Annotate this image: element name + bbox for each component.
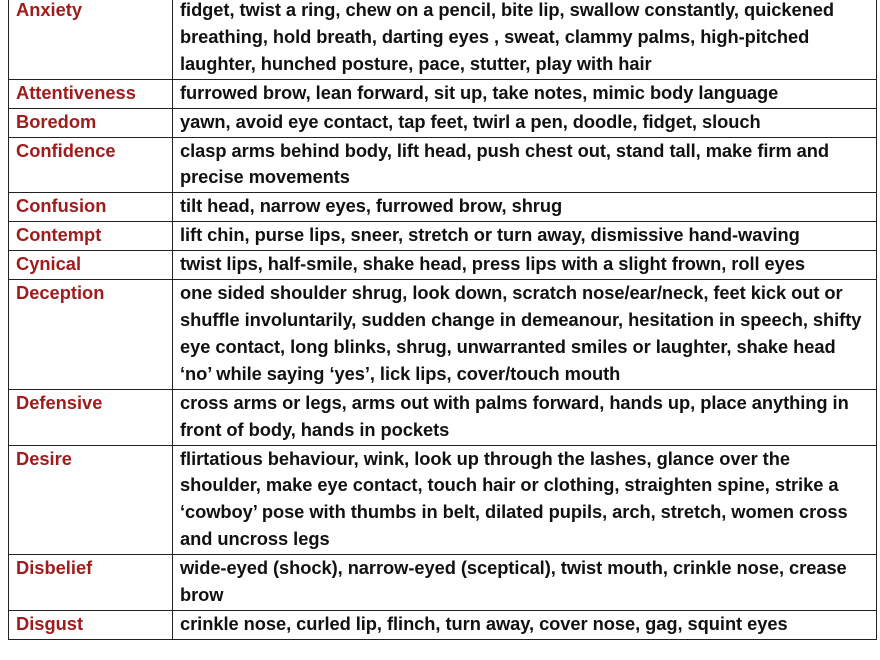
table-row bbox=[9, 108, 877, 137]
emotion-description: flirtatious behaviour, wink, look up through the lashes, glance over the shoulder, make eye contact, touch hair or clothing, straighten spine, strike a ‘cowboy’ pose with thumbs in belt, dilated pupils, arch, stretch, women cross and uncross legs bbox=[173, 445, 877, 555]
emotion-description: crinkle nose, curled lip, flinch, turn away, cover nose, gag, squint eyes bbox=[173, 610, 877, 639]
table-row bbox=[9, 222, 877, 251]
emotion-term: Boredom bbox=[9, 108, 173, 137]
emotion-description: one sided shoulder shrug, look down, scratch nose/ear/neck, feet kick out or shuffle involuntarily, sudden change in demeanour, hesitation in speech, shifty eye contact, long blinks, shrug, unwarranted smiles or laughter, shake head ‘no’ while saying ‘yes’, lick lips, cover/touch mouth bbox=[173, 280, 877, 390]
table-row bbox=[9, 0, 877, 79]
table-row bbox=[9, 79, 877, 108]
emotion-term: Deception bbox=[9, 280, 173, 390]
emotion-description: lift chin, purse lips, sneer, stretch or turn away, dismissive hand-waving bbox=[173, 222, 877, 251]
table-row bbox=[9, 251, 877, 280]
table-row bbox=[9, 389, 877, 445]
emotion-term: Attentiveness bbox=[9, 79, 173, 108]
table-row bbox=[9, 445, 877, 555]
emotion-term: Disgust bbox=[9, 610, 173, 639]
table-row bbox=[9, 193, 877, 222]
emotion-description: tilt head, narrow eyes, furrowed brow, shrug bbox=[173, 193, 877, 222]
emotion-description: cross arms or legs, arms out with palms forward, hands up, place anything in front of body, hands in pockets bbox=[173, 389, 877, 445]
emotion-table bbox=[8, 0, 877, 640]
table-row bbox=[9, 555, 877, 611]
emotion-description: wide-eyed (shock), narrow-eyed (sceptical), twist mouth, crinkle nose, crease brow bbox=[173, 555, 877, 611]
emotion-term: Defensive bbox=[9, 389, 173, 445]
table-row bbox=[9, 137, 877, 193]
emotion-description: yawn, avoid eye contact, tap feet, twirl a pen, doodle, fidget, slouch bbox=[173, 108, 877, 137]
emotion-description: clasp arms behind body, lift head, push chest out, stand tall, make firm and precise movements bbox=[173, 137, 877, 193]
emotion-description: furrowed brow, lean forward, sit up, take notes, mimic body language bbox=[173, 79, 877, 108]
emotion-term: Confusion bbox=[9, 193, 173, 222]
emotion-term: Cynical bbox=[9, 251, 173, 280]
table-row bbox=[9, 610, 877, 639]
emotion-term: Contempt bbox=[9, 222, 173, 251]
emotion-description: fidget, twist a ring, chew on a pencil, bite lip, swallow constantly, quickened breathing, hold breath, darting eyes , sweat, clammy palms, high-pitched laughter, hunched posture, pace, stutter, play with hair bbox=[173, 0, 877, 79]
emotion-term: Desire bbox=[9, 445, 173, 555]
emotion-term: Disbelief bbox=[9, 555, 173, 611]
emotion-term: Anxiety bbox=[9, 0, 173, 79]
table-row bbox=[9, 280, 877, 390]
emotion-term: Confidence bbox=[9, 137, 173, 193]
emotion-description: twist lips, half-smile, shake head, press lips with a slight frown, roll eyes bbox=[173, 251, 877, 280]
